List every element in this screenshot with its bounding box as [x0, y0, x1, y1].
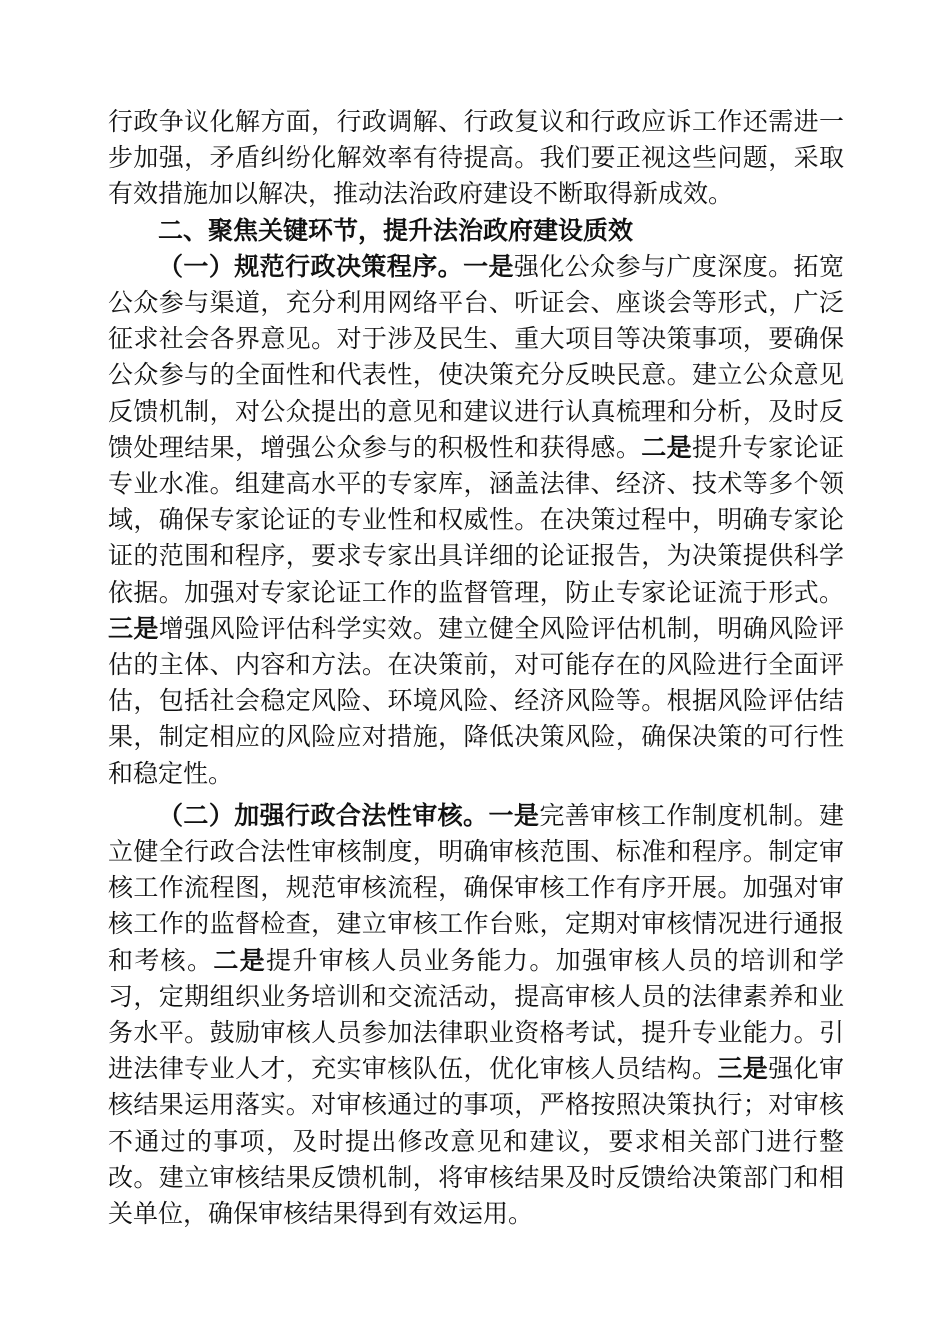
intro-paragraph: 行政争议化解方面，行政调解、行政复议和行政应诉工作还需进一步加强，矛盾纠纷化解效率有待提高。我们要正视这些问题，采取有效措施加以解决，推动法治政府建设不断取得新成效。: [108, 107, 844, 209]
point-text: 提升审核人员业务能力。加强审核人员的培训和学习，定期组织业务培训和交流活动，提高审核人员的法律素养和业务水平。鼓励审核人员参加法律职业资格考试，提升专业能力。引进法律专业人才，充实审核队伍，优化审核人员结构。: [108, 945, 844, 1084]
point-lead: 二是: [213, 945, 266, 975]
subsection-title: （一）规范行政决策程序。: [158, 251, 464, 281]
subsection-title: （二）加强行政合法性审核。: [158, 800, 489, 830]
point-text: 提升专家论证专业水准。组建高水平的专家库，涵盖法律、经济、技术等多个领域，确保专家论证的专业性和权威性。在决策过程中，明确专家论证的范围和程序，要求专家出具详细的论证报告，为决策提供科学依据。加强对专家论证工作的监督管理，防止专家论证流于形式。: [108, 432, 844, 607]
point-text: 增强风险评估科学实效。建立健全风险评估机制，明确风险评估的主体、内容和方法。在决策前，对可能存在的风险进行全面评估，包括社会稳定风险、环境风险、经济风险等。根据风险评估结果，制定相应的风险应对措施，降低决策风险，确保决策的可行性和稳定性。: [108, 613, 844, 788]
point-lead: 一是: [488, 800, 540, 830]
point-lead: 二是: [641, 432, 693, 462]
point-text: 完善审核工作制度机制。建立健全行政合法性审核制度，明确审核范围、标准和程序。制定审核工作流程图，规范审核流程，确保审核工作有序开展。加强对审核工作的监督检查，建立审核工作台账，定期对审核情况进行通报和考核。: [108, 800, 844, 975]
point-lead: 三是: [717, 1054, 769, 1084]
paragraph-decision-procedure: [108, 249, 844, 792]
document-page: [108, 104, 844, 1232]
point-lead: 一是: [463, 251, 514, 281]
point-lead: 三是: [108, 613, 159, 643]
paragraph-legality-review: [108, 798, 844, 1232]
section-heading: 二、聚焦关键环节，提升法治政府建设质效: [158, 215, 634, 245]
point-text: 强化审核结果运用落实。对审核通过的事项，严格按照决策执行；对审核不通过的事项，及时提出修改意见和建议，要求相关部门进行整改。建立审核结果反馈机制，将审核结果及时反馈给决策部门和相关单位，确保审核结果得到有效运用。: [108, 1054, 844, 1229]
point-text: 强化公众参与广度深度。拓宽公众参与渠道，充分利用网络平台、听证会、座谈会等形式，广泛征求社会各界意见。对于涉及民生、重大项目等决策事项，要确保公众参与的全面性和代表性，使决策充分反映民意。建立公众意见反馈机制，对公众提出的意见和建议进行认真梳理和分析，及时反馈处理结果，增强公众参与的积极性和获得感。: [108, 251, 844, 462]
